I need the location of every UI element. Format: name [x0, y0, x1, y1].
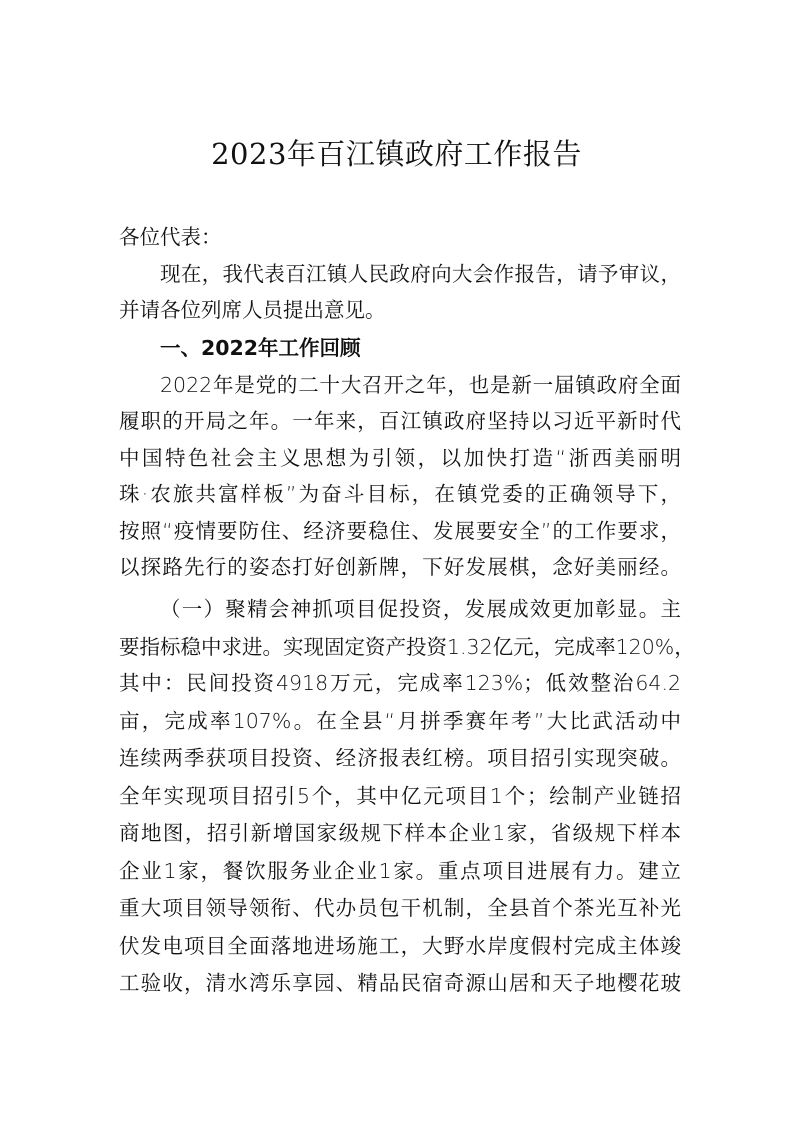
subsection-first-line: （一）聚精会神抓项目促投资，发展成效更加彰显。主 — [160, 597, 681, 621]
paragraph-line: 全年实现项目招引5个，其中亿元项目1个；绘制产业链招 — [119, 784, 681, 808]
paragraph-line: 工验收，清水湾乐享园、精品民宿奇源山居和天子地樱花玻 — [119, 971, 681, 995]
paragraph-line: 伏发电项目全面落地进场施工，大野水岸度假村完成主体竣 — [119, 934, 681, 958]
paragraph-line: 以探路先行的姿态打好创新牌，下好发展棋，念好美丽经。 — [119, 555, 681, 579]
paragraph-line: 重大项目领导领衔、代办员包干机制，全县首个茶光互补光 — [119, 896, 681, 920]
paragraph-line: 商地图，招引新增国家级规下样本企业1家，省级规下样本 — [119, 821, 681, 845]
paragraph-line: 企业1家，餐饮服务业企业1家。重点项目进展有力。建立 — [119, 859, 681, 883]
paragraph-line: 2022年是党的二十大召开之年，也是新一届镇政府全面 — [160, 373, 681, 397]
paragraph-line: 按照“疫情要防住、经济要稳住、发展要安全”的工作要求， — [119, 519, 681, 543]
paragraph-line: 珠·农旅共富样板”为奋斗目标，在镇党委的正确领导下， — [119, 482, 681, 506]
paragraph-line: 其中：民间投资4918万元，完成率123%；低效整治64.2 — [119, 671, 681, 695]
paragraph-line: 要指标稳中求进。实现固定资产投资1.32亿元，完成率120%， — [119, 635, 695, 659]
salutation: 各位代表： — [119, 225, 222, 249]
intro-line: 现在，我代表百江镇人民政府向大会作报告，请予审议， — [160, 262, 681, 286]
paragraph-line: 中国特色社会主义思想为引领，以加快打造“浙西美丽明 — [119, 446, 681, 470]
paragraph-line: 连续两季获项目投资、经济报表红榜。项目招引实现突破。 — [119, 746, 681, 770]
paragraph-line: 履职的开局之年。一年来，百江镇政府坚持以习近平新时代 — [119, 409, 681, 433]
paragraph-line: 亩，完成率107%。在全县“月拼季赛年考”大比武活动中 — [119, 709, 681, 733]
document-title: 2023年百江镇政府工作报告 — [211, 137, 582, 171]
intro-line: 并请各位列席人员提出意见。 — [119, 298, 386, 322]
section-heading: 一、2022年工作回顾 — [160, 336, 361, 360]
